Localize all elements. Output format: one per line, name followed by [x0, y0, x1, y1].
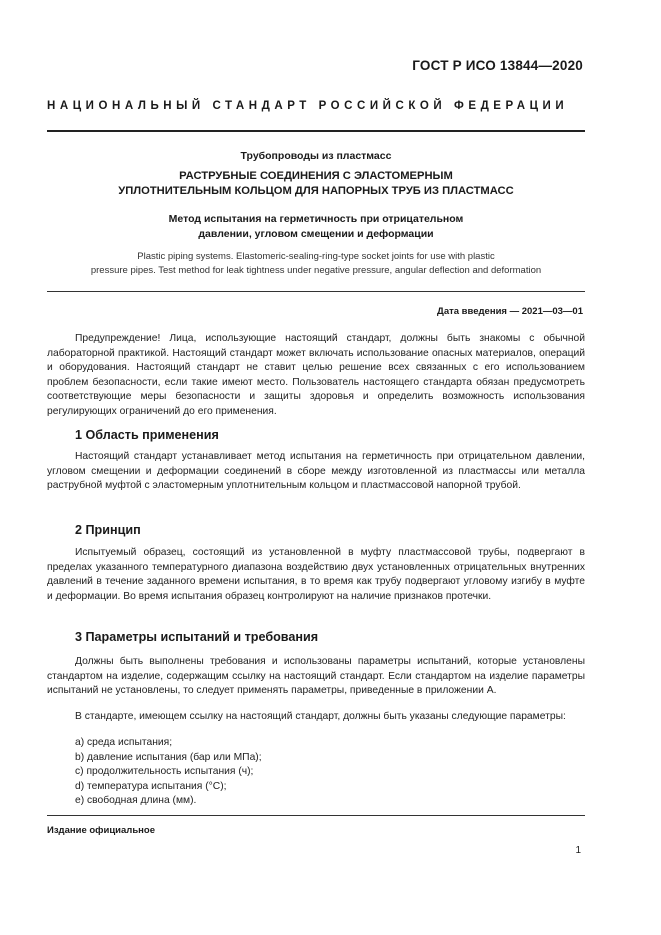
- standard-type-heading: НАЦИОНАЛЬНЫЙ СТАНДАРТ РОССИЙСКОЙ ФЕДЕРАЦИИ: [47, 100, 569, 112]
- list-item: a) среда испытания;: [75, 737, 173, 748]
- section-3-text-list-intro: В стандарте, имеющем ссылку на настоящий стандарт, должны быть указаны следующие параметры:: [75, 711, 566, 722]
- subtitle-line: Метод испытания на герметичность при отрицательном: [168, 213, 464, 225]
- introduction-date: Дата введения — 2021—03—01: [437, 306, 583, 317]
- subtitle-line: давлении, угловом смещении и деформации: [198, 228, 434, 240]
- warning-paragraph: Предупреждение! Лица, использующие настоящий стандарт, должны быть знакомы с обычной лабораторной практикой. Настоящий стандарт может включать использование опасных материалов, операций и оборудования. Настоящий стандарт не ставит целью решение всех связанных с его использованием проблем безопасности, если такие имеют место. Пользователь настоящего стандарта обязан предусмотреть соответствующие меры безопасности и защиты здоровья и определить возможность использования регулирующих ограничений до его применения.: [47, 333, 585, 417]
- header-divider: [47, 130, 585, 132]
- section-2-heading: 2 Принцип: [75, 523, 141, 537]
- english-title: [47, 250, 585, 278]
- list-item: b) давление испытания (бар или МПа);: [75, 751, 262, 763]
- document-id: ГОСТ Р ИСО 13844—2020: [412, 58, 583, 73]
- list-item: e) свободная длина (мм).: [75, 795, 197, 806]
- method-subtitle: [47, 212, 585, 242]
- page-number: 1: [575, 845, 581, 856]
- english-title-line: Plastic piping systems. Elastomeric-sealing-ring-type socket joints for use with plastic: [137, 251, 495, 262]
- edition-label: Издание официальное: [47, 825, 155, 836]
- section-2-text: Испытуемый образец, состоящий из установленной в муфту пластмассовой трубы, подвергают в пределах указанного температурного диапазона воздействию двух установленных отрицательных внутренних давлений в течение заданного времени испытания, в то время как трубу подвергают угловому изгибу в муфте и деформации. Во время испытания образец контролируют на наличие признаков протечки.: [47, 547, 585, 602]
- title-divider: [47, 291, 585, 292]
- section-3-heading: 3 Параметры испытаний и требования: [75, 630, 319, 644]
- section-1-heading: 1 Область применения: [75, 428, 219, 442]
- main-title: [47, 169, 585, 199]
- main-title-line: РАСТРУБНЫЕ СОЕДИНЕНИЯ С ЭЛАСТОМЕРНЫМ: [179, 170, 453, 182]
- footer-divider: [47, 815, 585, 816]
- section-3-text: Должны быть выполнены требования и использованы параметры испытаний, которые установлены стандартом на изделие, содержащим ссылку на настоящий стандарт. Если стандартом на изделие параметры испытаний не установлены, то следует применять параметры, приведенные в приложении А.: [47, 656, 585, 696]
- main-title-line: УПЛОТНИТЕЛЬНЫМ КОЛЬЦОМ ДЛЯ НАПОРНЫХ ТРУБ ИЗ ПЛАСТМАСС: [118, 185, 514, 197]
- list-item: d) температура испытания (°С);: [75, 780, 227, 792]
- list-item: c) продолжительность испытания (ч);: [75, 766, 254, 777]
- english-title-line: pressure pipes. Test method for leak tightness under negative pressure, angular deflection and deformation: [90, 265, 542, 276]
- section-1-text: Настоящий стандарт устанавливает метод испытания на герметичность при отрицательном давлении, угловом смещении и деформации соединений в сборе между изготовленной из пластмассы или металла раструбной муфтой с эластомерным уплотнительным кольцом и пластмассовой напорной трубой.: [47, 451, 585, 491]
- group-title: Трубопроводы из пластмасс: [240, 150, 392, 162]
- test-parameters-list: [75, 736, 262, 809]
